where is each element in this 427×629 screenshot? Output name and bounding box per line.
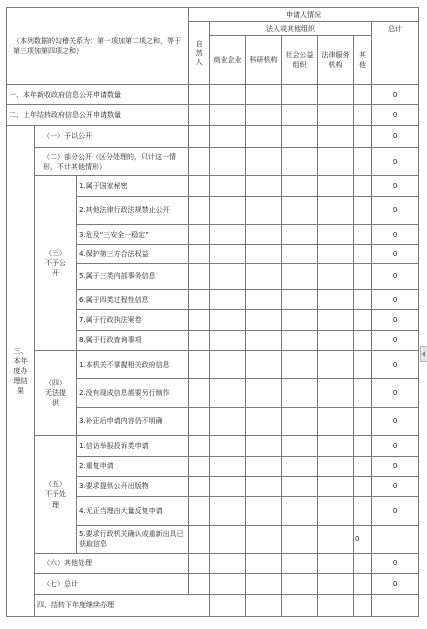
row-label: 4.保护第三方合法权益 — [77, 245, 189, 263]
applicant-group-header: 申请人情况 — [189, 8, 419, 22]
row-label: （六）其他处理 — [35, 553, 189, 573]
row-total: 0 — [372, 497, 419, 525]
row-total: 0 — [372, 350, 419, 378]
group-3-label: （三）不予公开 — [35, 176, 77, 351]
row-total: 0 — [372, 125, 419, 147]
natural-person-header: 自然人 — [189, 22, 210, 85]
row-total: 0 — [372, 310, 419, 330]
table-row — [7, 594, 419, 617]
row-label: 6.属于四类过程性信息 — [77, 290, 189, 310]
row-total: 0 — [372, 379, 419, 407]
row-total: 0 — [372, 456, 419, 476]
row-label: 四、结转下年度继续办理 — [35, 594, 210, 617]
section-3-label: 三、本年度办理结果 — [7, 125, 35, 616]
row-label: （二）部分公开（区分处理的，只计这一情形，不计其他情形） — [35, 148, 189, 176]
row-total: 0 — [372, 330, 419, 350]
total-header: 总计 — [372, 22, 419, 85]
table-row — [7, 105, 419, 125]
table-row — [7, 436, 419, 456]
row-label: 3.要求提供公开出版物 — [77, 476, 189, 496]
table-row — [7, 85, 419, 105]
row-label: 二、上年结转政府信息公开申请数量 — [7, 105, 189, 125]
row-total: 0 — [372, 407, 419, 435]
row-total: 0 — [372, 263, 419, 289]
row-total: 0 — [372, 245, 419, 263]
row-label: 5.要求行政机关确认或重新出具已获取信息 — [77, 525, 189, 553]
row-total: 0 — [372, 476, 419, 496]
row-value-other: 0 — [354, 525, 372, 553]
row-total: 0 — [372, 85, 419, 105]
table-row — [7, 553, 419, 573]
group-4-label: （四）无法提供 — [35, 350, 77, 435]
row-label: 2.重复申请 — [77, 456, 189, 476]
row-label: 8.属于行政查询事项 — [77, 330, 189, 350]
org-group-header: 法人或其他组织 — [210, 22, 372, 36]
row-label: 2.没有现成信息需要另行制作 — [77, 379, 189, 407]
row-label: （一）予以公开 — [35, 125, 189, 147]
row-label: 3.补正后申请内容仍不明确 — [77, 407, 189, 435]
row-total: 0 — [372, 176, 419, 196]
table-row — [7, 125, 419, 147]
row-total: 0 — [372, 225, 419, 245]
org-col-welfare: 社会公益组织 — [282, 36, 318, 85]
row-total: 0 — [372, 290, 419, 310]
row-total: 0 — [372, 574, 419, 594]
row-label: 7.属于行政执法案卷 — [77, 310, 189, 330]
group-5-label: （五）不予处理 — [35, 436, 77, 554]
row-label: （七）总计 — [35, 574, 189, 594]
org-col-business: 商业企业 — [210, 36, 246, 85]
org-col-legal: 法律服务机构 — [318, 36, 354, 85]
row-label: 1.信访举报投诉类申请 — [77, 436, 189, 456]
org-col-research: 科研机构 — [246, 36, 282, 85]
row-label: 4.无正当理由大量反复申请 — [77, 497, 189, 525]
row-label: 2.其他法律行政法规禁止公开 — [77, 196, 189, 224]
table-row — [7, 176, 419, 196]
org-col-other: 其他 — [354, 36, 372, 85]
table-row — [7, 350, 419, 378]
header-note: （本列数据的勾稽关系为：第一项加第二项之和，等于第三项加第四项之和） — [7, 8, 189, 85]
row-label: 3.危及“三安全一稳定” — [77, 225, 189, 245]
table-row — [7, 148, 419, 176]
row-total: 0 — [372, 553, 419, 573]
collapse-tab-icon[interactable] — [420, 346, 427, 362]
table-row — [7, 574, 419, 594]
row-label: 1.本机关不掌握相关政府信息 — [77, 350, 189, 378]
row-label: 一、本年新收政府信息公开申请数量 — [7, 85, 189, 105]
row-total: 0 — [372, 105, 419, 125]
row-label: 1.属于国家秘密 — [77, 176, 189, 196]
row-total: 0 — [372, 436, 419, 456]
row-total: 0 — [372, 196, 419, 224]
row-total: 0 — [372, 148, 419, 176]
row-label: 5.属于三类内部事务信息 — [77, 263, 189, 289]
disclosure-stats-table — [6, 7, 419, 617]
